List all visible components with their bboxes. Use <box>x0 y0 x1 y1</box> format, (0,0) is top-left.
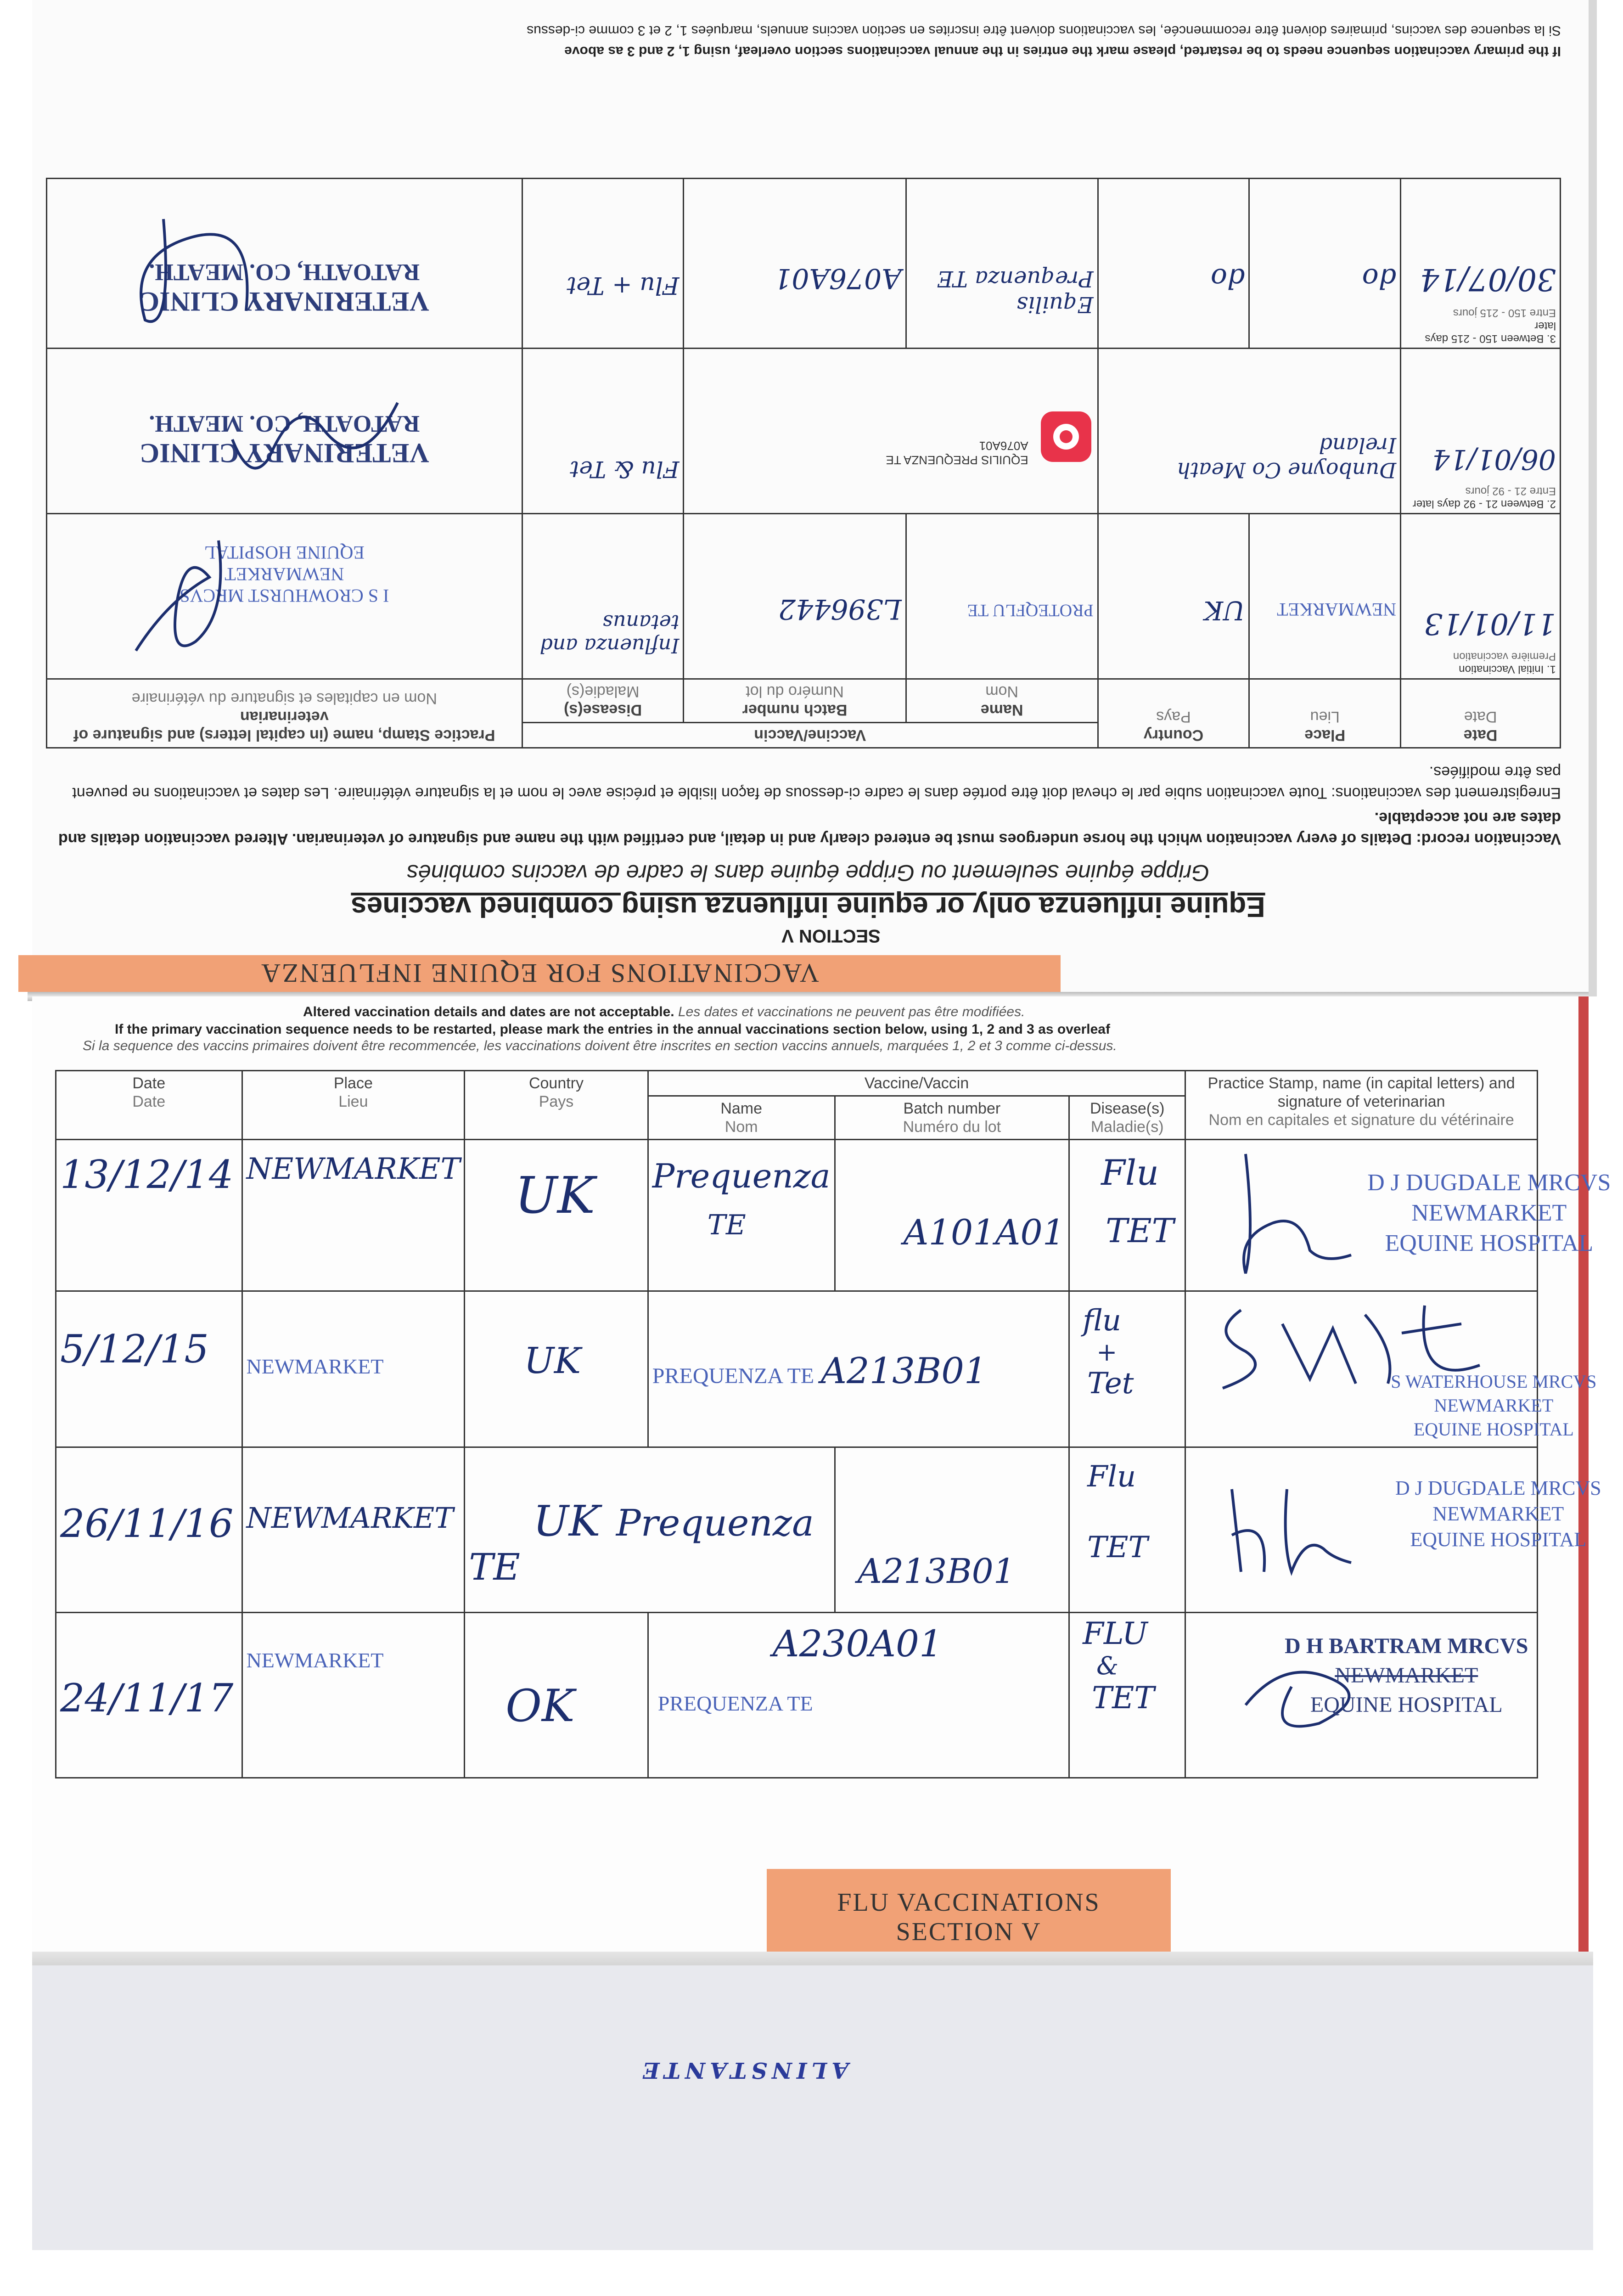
date-cell: 2. Between 21 - 92 days later Entre 21 - 92 jours 06/01/14 <box>1401 349 1561 514</box>
table-row <box>47 349 1561 514</box>
signature-icon <box>1213 1480 1360 1581</box>
col-stamp: Practice Stamp, name (in capital letters) and signature of veterinarian Nom en capitales et signature du vétérinaire <box>1185 1071 1538 1140</box>
stamp-cell: S WATERHOUSE MRCVS NEWMARKET EQUINE HOSPITAL <box>1185 1291 1538 1447</box>
date-cell: 1. Initial Vaccination Première vaccination 11/01/13 <box>1401 514 1561 679</box>
place-cell: NEWMARKET <box>1249 514 1401 679</box>
date-cell: 24/11/17 <box>56 1613 242 1778</box>
warning-line: Altered vaccination details and dates are not acceptable. Les dates et vaccinations ne peuvent pas être modifiées. <box>303 1004 1025 1019</box>
date-cell: 13/12/14 <box>56 1140 242 1291</box>
country-name-cell: UK Prequenza TE <box>465 1447 835 1613</box>
col-vaccine: Vaccine/Vaccin <box>648 1071 1185 1096</box>
col-name: Name Nom <box>906 679 1098 723</box>
place-cell: NEWMARKET <box>242 1447 465 1613</box>
disease-cell: Flu TET <box>1069 1140 1185 1291</box>
table-row <box>56 1291 1538 1447</box>
date-cell: 5/12/15 <box>56 1291 242 1447</box>
date-cell: 26/11/16 <box>56 1447 242 1613</box>
tab-line-1: FLU VACCINATIONS <box>837 1888 1101 1917</box>
stamp-cell: I S CROWHURST MRCVS NEWMARKET EQUINE HOSPITAL <box>47 514 522 679</box>
batch-cell: A076A01 <box>684 179 906 349</box>
tab-line-2: SECTION V <box>896 1918 1042 1946</box>
place-cell: NEWMARKET <box>242 1140 465 1291</box>
col-country: Country Pays <box>1098 679 1249 748</box>
col-stamp: Practice Stamp, name (in capital letters) and signature of veterinarian Nom en capitales et signature du vétérinaire <box>47 679 522 748</box>
disease-cell: Flu TET <box>1069 1447 1185 1613</box>
country-cell: UK <box>465 1140 648 1291</box>
stamp-cell: VETERINARY CLINIC RATOATH, CO. MEATH. <box>47 179 522 349</box>
vaccine-logo-icon <box>1039 409 1094 464</box>
table-row <box>56 1140 1538 1291</box>
bottom-page <box>32 996 1611 1965</box>
signature-icon <box>223 366 407 495</box>
col-batch: Batch number Numéro du lot <box>684 679 906 723</box>
place-cell: Dunboyne Co Meath Ireland <box>1098 349 1401 514</box>
col-place: Place Lieu <box>242 1071 465 1140</box>
section-tab <box>767 1869 1171 1965</box>
stamp-cell: D J DUGDALE MRCVS NEWMARKET EQUINE HOSPITAL <box>1185 1447 1538 1613</box>
col-place: Place Lieu <box>1249 679 1401 748</box>
name-cell: Prequenza TE <box>648 1140 835 1291</box>
handwritten-name: ALINSTANTE <box>638 2057 849 2083</box>
batch-cell: L396442 <box>684 514 906 679</box>
place-cell: NEWMARKET <box>242 1291 465 1447</box>
restart-notice-fr: Si la sequence des vaccins primaires doivent être recommencée, les vaccinations doivent être inscrites en section vaccins annuels, marquées 1, 2 et 3 comme ci-dessus. <box>83 1038 1117 1053</box>
vaccine-label-cell: EQUILIS PREQUENZA TE A076A01 <box>684 349 1098 514</box>
table-row <box>56 1447 1538 1613</box>
table-row <box>47 514 1561 679</box>
restart-notice-en: If the primary vaccination sequence needs to be restarted, please mark the entries in the annual vaccinations section below, using 1, 2 and 3 as overleaf <box>115 1022 1110 1037</box>
name-cell: PROTEQFLU TE <box>906 514 1098 679</box>
col-country: Country Pays <box>465 1071 648 1140</box>
section-title: Equine influenza only or equine influenza using combined vaccines <box>351 891 1265 923</box>
vaccine-name-batch-cell: A230A01 PREQUENZA TE <box>648 1613 1069 1778</box>
stamp-cell: D H BARTRAM MRCVS NEWMARKET EQUINE HOSPITAL <box>1185 1613 1538 1778</box>
date-cell: 3. Between 150 - 215 days later Entre 150 - 215 jours 30/07/14 <box>1401 179 1561 349</box>
col-disease: Disease(s) Maladie(s) <box>1069 1096 1185 1140</box>
signature-icon <box>127 531 237 669</box>
signature-icon <box>108 201 264 338</box>
section-number: SECTION V <box>781 926 881 946</box>
col-batch: Batch number Numéro du lot <box>835 1096 1069 1140</box>
table-header-row <box>56 1071 1538 1096</box>
col-disease: Disease(s) Maladie(s) <box>522 679 684 723</box>
top-page-rotated-content <box>32 0 1589 996</box>
disease-cell: FLU & TET <box>1069 1613 1185 1778</box>
place-cell: do <box>1249 179 1401 349</box>
vaccine-name-batch-cell: PREQUENZA TE A213B01 <box>648 1291 1069 1447</box>
name-cell: Equilis Prequenza TE <box>906 179 1098 349</box>
disease-cell: Influenza and tetanus <box>522 514 684 679</box>
col-date: Date Date <box>1401 679 1561 748</box>
record-text-en: Vaccination record: Details of every vaccination which the horse undergoes must be entered clearly and in detail, and certified with the name and signature of veterinarian. Altered vaccination details and dates are not acceptable. <box>58 809 1561 848</box>
stamp-cell: D J DUGDALE MRCVS NEWMARKET EQUINE HOSPITAL <box>1185 1140 1538 1291</box>
disease-cell: flu + Tet <box>1069 1291 1185 1447</box>
place-cell: NEWMARKET <box>242 1613 465 1778</box>
record-text-fr: Enregistrement des vaccinations: Toute vaccination subie par le cheval doit être portée dans le cadre ci-dessous de façon lisible et précise avec le nom et la signature vétérinaire. Les dates et vaccinations ne peuvent pas être modifiées. <box>72 763 1561 802</box>
table-row <box>56 1613 1538 1778</box>
disease-cell: Flu + Tet <box>522 179 684 349</box>
top-notice-fr: Si la sequence des vaccins, primaires doivent être recommencée, les vaccinations doivent être inscrites en section vaccins annuels, marquées 1, 2 et 3 comme ci-dessus <box>527 23 1561 38</box>
col-name: Name Nom <box>648 1096 835 1140</box>
batch-cell: A101A01 <box>835 1140 1069 1291</box>
initial-vaccination-table <box>46 178 1561 748</box>
batch-cell: A213B01 <box>835 1447 1069 1613</box>
section-banner <box>18 955 1061 992</box>
country-cell: UK <box>465 1291 648 1447</box>
stamp-cell: VETERINARY CLINIC RATOATH, CO. MEATH. <box>47 349 522 514</box>
table-header-row <box>47 723 1561 748</box>
col-date: Date Date <box>56 1071 242 1140</box>
signature-icon <box>1218 1145 1356 1283</box>
disease-cell: Flu & Tet <box>522 349 684 514</box>
annual-vaccination-table <box>55 1070 1611 1778</box>
top-page <box>32 0 1597 996</box>
top-notice-en: If the primary vaccination sequence needs to be restarted, please mark the entries in the annual vaccinations section overleaf, using 1, 2 and 3 as above <box>564 44 1561 59</box>
country-cell: UK <box>1098 514 1249 679</box>
country-cell: do <box>1098 179 1249 349</box>
cover-base <box>32 1965 1593 2250</box>
banner-text: VACCINATIONS FOR EQUINE INFLUENZA <box>260 958 819 989</box>
section-subtitle: Grippe équine seulement ou Grippe équine dans le cadre de vaccins combinés <box>406 860 1210 886</box>
col-vaccine: Vaccine/Vaccin <box>522 723 1098 748</box>
table-row <box>47 179 1561 349</box>
country-cell: OK <box>465 1613 648 1778</box>
